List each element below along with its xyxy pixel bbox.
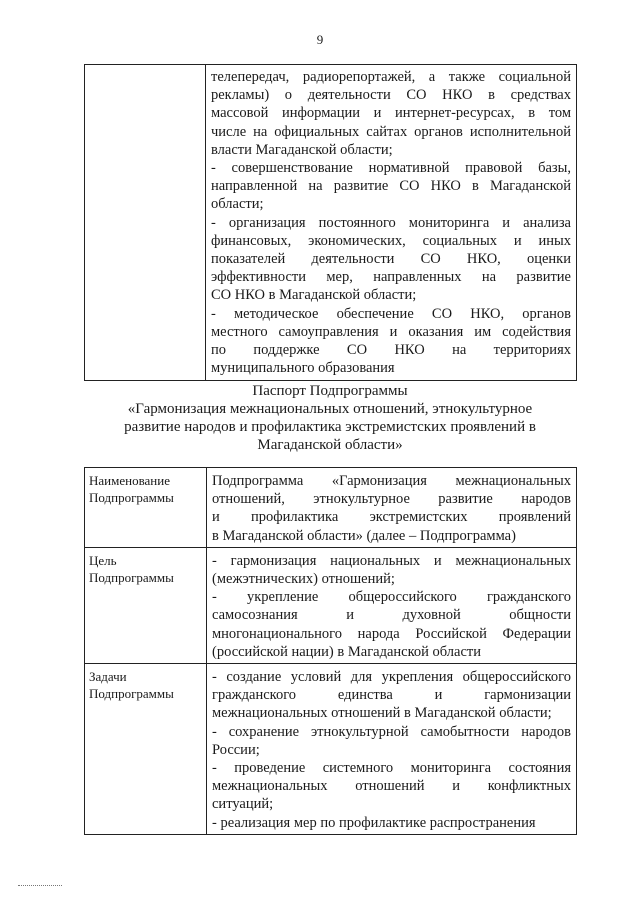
passport-row: [85, 468, 577, 548]
continuation-table: [84, 64, 577, 381]
passport-row-content: [207, 664, 577, 835]
heading-line: развитие народов и профилактика экстремистских проявлений в: [124, 419, 536, 435]
text-line: в Магаданской области» (далее – Подпрограмма): [212, 527, 516, 544]
label-line: Подпрограммы: [89, 569, 174, 585]
label-line: Подпрограммы: [89, 490, 174, 505]
text-line: России;: [212, 741, 260, 758]
text-line: - методическое обеспечение СО НКО, органов: [211, 305, 571, 322]
text-line: - создание условий для укрепления общероссийского: [212, 669, 571, 686]
text-line: ситуаций;: [212, 796, 274, 813]
passport-row-label: [85, 664, 207, 835]
text-line: массовой информации и интернет-ресурсах, в том: [211, 105, 571, 122]
text-line: по поддержке СО НКО на территориях: [211, 342, 571, 359]
label-line: Задачи: [89, 669, 127, 685]
text-line: (межэтнических) отношений;: [212, 571, 395, 588]
text-line: власти Магаданской области;: [211, 141, 393, 158]
text-line: межнациональных отношений в Магаданской области;: [212, 705, 552, 722]
text-line: рекламы) о деятельности СО НКО в средствах: [211, 87, 571, 104]
text-line: - укрепление общероссийского гражданского: [212, 589, 571, 606]
empty-label-cell: [85, 65, 206, 381]
passport-table: [84, 467, 577, 835]
text-line: финансовых, экономических, социальных и иных: [211, 232, 571, 249]
passport-row: [85, 547, 577, 663]
label-line: Наименование: [89, 473, 170, 488]
passport-row-label: [85, 547, 207, 663]
heading-line: Паспорт Подпрограммы: [252, 383, 408, 399]
label-line: Цель: [89, 552, 117, 568]
text-line: направленной на развитие СО НКО в Магаданской: [211, 178, 571, 195]
text-line: - совершенствование нормативной правовой базы,: [211, 160, 571, 177]
text-line: области;: [211, 196, 264, 213]
heading-line: Магаданской области»: [257, 437, 403, 453]
heading-line: «Гармонизация межнациональных отношений, этнокультурное: [127, 401, 533, 417]
text-line: Подпрограмма «Гармонизация межнациональных: [212, 473, 571, 489]
text-line: показателей деятельности СО НКО, оценки: [211, 251, 571, 268]
text-line: СО НКО в Магаданской области;: [211, 287, 417, 304]
table-row: [85, 65, 577, 381]
page-number: 9: [316, 32, 324, 47]
text-line: - организация постоянного мониторинга и анализа: [211, 214, 571, 231]
text-line: - проведение системного мониторинга состояния: [212, 760, 571, 777]
text-line: - сохранение этнокультурной самобытности народов: [212, 723, 571, 740]
text-line: муниципального образования: [211, 360, 395, 377]
text-line: межнациональных отношений и конфликтных: [212, 778, 571, 795]
text-line: - реализация мер по профилактике распространения: [212, 814, 536, 831]
footer-mark: [18, 885, 62, 887]
passport-row-label: [85, 468, 207, 548]
text-line: отношений, этнокультурное развитие народов: [212, 491, 571, 508]
text-line: телепередач, радиорепортажей, а также социальной: [211, 69, 571, 85]
subprogram-passport-heading: [70, 382, 590, 454]
passport-row-content: [207, 468, 577, 548]
text-line: гражданского единства и гармонизации: [212, 687, 571, 704]
text-line: многонационального народа Российской Федерации: [212, 625, 571, 642]
continuation-text-cell: [206, 65, 577, 381]
text-line: числе на официальных сайтах органов исполнительной: [211, 123, 571, 140]
text-line: и профилактика экстремистских проявлений: [212, 509, 571, 526]
passport-row: [85, 664, 577, 835]
text-line: - гармонизация национальных и межнациональных: [212, 552, 571, 569]
passport-row-content: [207, 547, 577, 663]
text-line: самосознания и духовной общности: [212, 607, 571, 624]
text-line: эффективности мер, направленных на развитие: [211, 269, 571, 286]
text-line: (российской нации) в Магаданской области: [212, 643, 481, 660]
label-line: Подпрограммы: [89, 686, 174, 702]
text-line: местного самоуправления и оказания им содействия: [211, 323, 571, 340]
